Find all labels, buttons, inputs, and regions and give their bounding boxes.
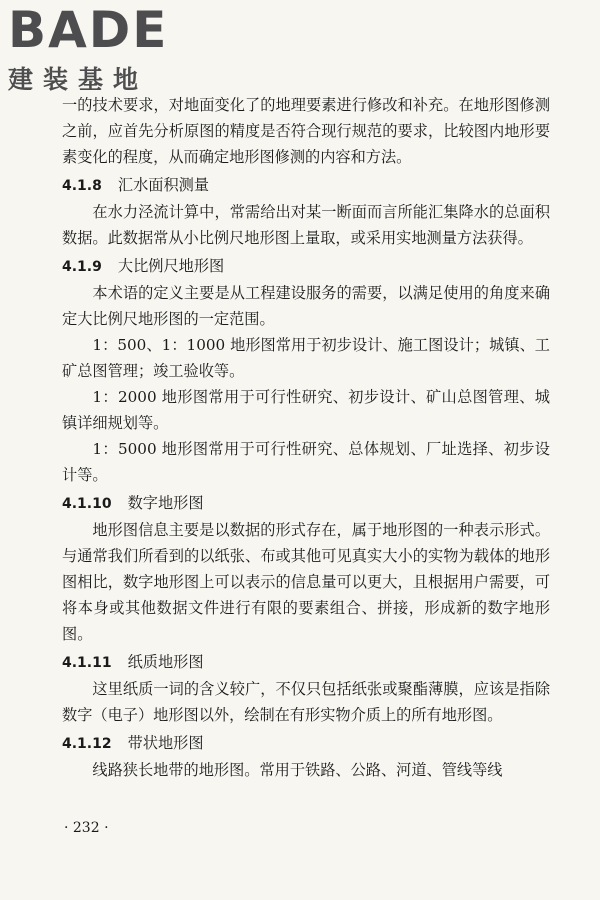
paragraph: 这里纸质一词的含义较广，不仅只包括纸张或聚酯薄膜，应该是指除数字（电子）地形图以外，绘制在有形实物介质上的所有地形图。	[62, 680, 550, 724]
section-heading	[62, 253, 550, 280]
paragraph: 本术语的定义主要是从工程建设服务的需要，以满足使用的角度来确定大比例尺地形图的一定范围。	[62, 284, 550, 328]
publisher-logo	[8, 1, 178, 94]
section-number: 4.1.10	[62, 496, 112, 512]
section-4-1-11	[62, 649, 550, 728]
paragraph: 1：5000 地形图常用于可行性研究、总体规划、厂址选择、初步设计等。	[62, 440, 550, 484]
section-4-1-9	[62, 253, 550, 488]
paragraph: 地形图信息主要是以数据的形式存在，属于地形图的一种表示形式。与通常我们所看到的以纸张、布或其他可见真实大小的实物为载体的地形图相比，数字地形图上可以表示的信息量可以更大，且根据用户需要，可将本身或其他数据文件进行有限的要素组合、拼接，形成新的数字地形图。	[62, 521, 550, 643]
paragraph-continued: 一的技术要求，对地面变化了的地理要素进行修改和补充。在地形图修测之前，应首先分析原图的精度是否符合现行规范的要求，比较图内地形要素变化的程度，从而确定地形图修测的内容和方法。	[62, 96, 550, 166]
logo-subtitle: 建装基地	[8, 65, 149, 94]
section-title: 汇水面积测量	[117, 176, 209, 194]
section-number: 4.1.11	[62, 655, 112, 671]
section-number: 4.1.12	[62, 736, 112, 752]
paragraph: 线路狭长地带的地形图。常用于铁路、公路、河道、管线等线	[92, 761, 503, 779]
section-4-1-12	[62, 730, 550, 783]
section-title: 纸质地形图	[127, 653, 204, 671]
logo-wordmark	[8, 1, 178, 59]
page-number: · 232 ·	[64, 820, 109, 836]
paragraph: 在水力泾流计算中，常需给出对某一断面而言所能汇集降水的总面积数据。此数据常从小比例尺地形图上量取，或采用实地测量方法获得。	[62, 203, 550, 247]
section-title: 带状地形图	[127, 734, 204, 752]
logo-text: BADE	[8, 1, 169, 59]
section-4-1-10	[62, 490, 550, 647]
section-heading	[62, 649, 550, 676]
paragraph: 1：2000 地形图常用于可行性研究、初步设计、矿山总图管理、城镇详细规划等。	[62, 388, 550, 432]
section-heading	[62, 172, 550, 199]
section-number: 4.1.9	[62, 259, 102, 275]
paragraph: 1：500、1：1000 地形图常用于初步设计、施工图设计；城镇、工矿总图管理；竣工验收等。	[62, 336, 550, 380]
section-number: 4.1.8	[62, 178, 102, 194]
section-title: 大比例尺地形图	[117, 257, 225, 275]
page-body	[62, 92, 550, 783]
section-4-1-8	[62, 172, 550, 251]
section-title: 数字地形图	[127, 494, 204, 512]
section-heading	[62, 730, 550, 757]
section-heading	[62, 490, 550, 517]
